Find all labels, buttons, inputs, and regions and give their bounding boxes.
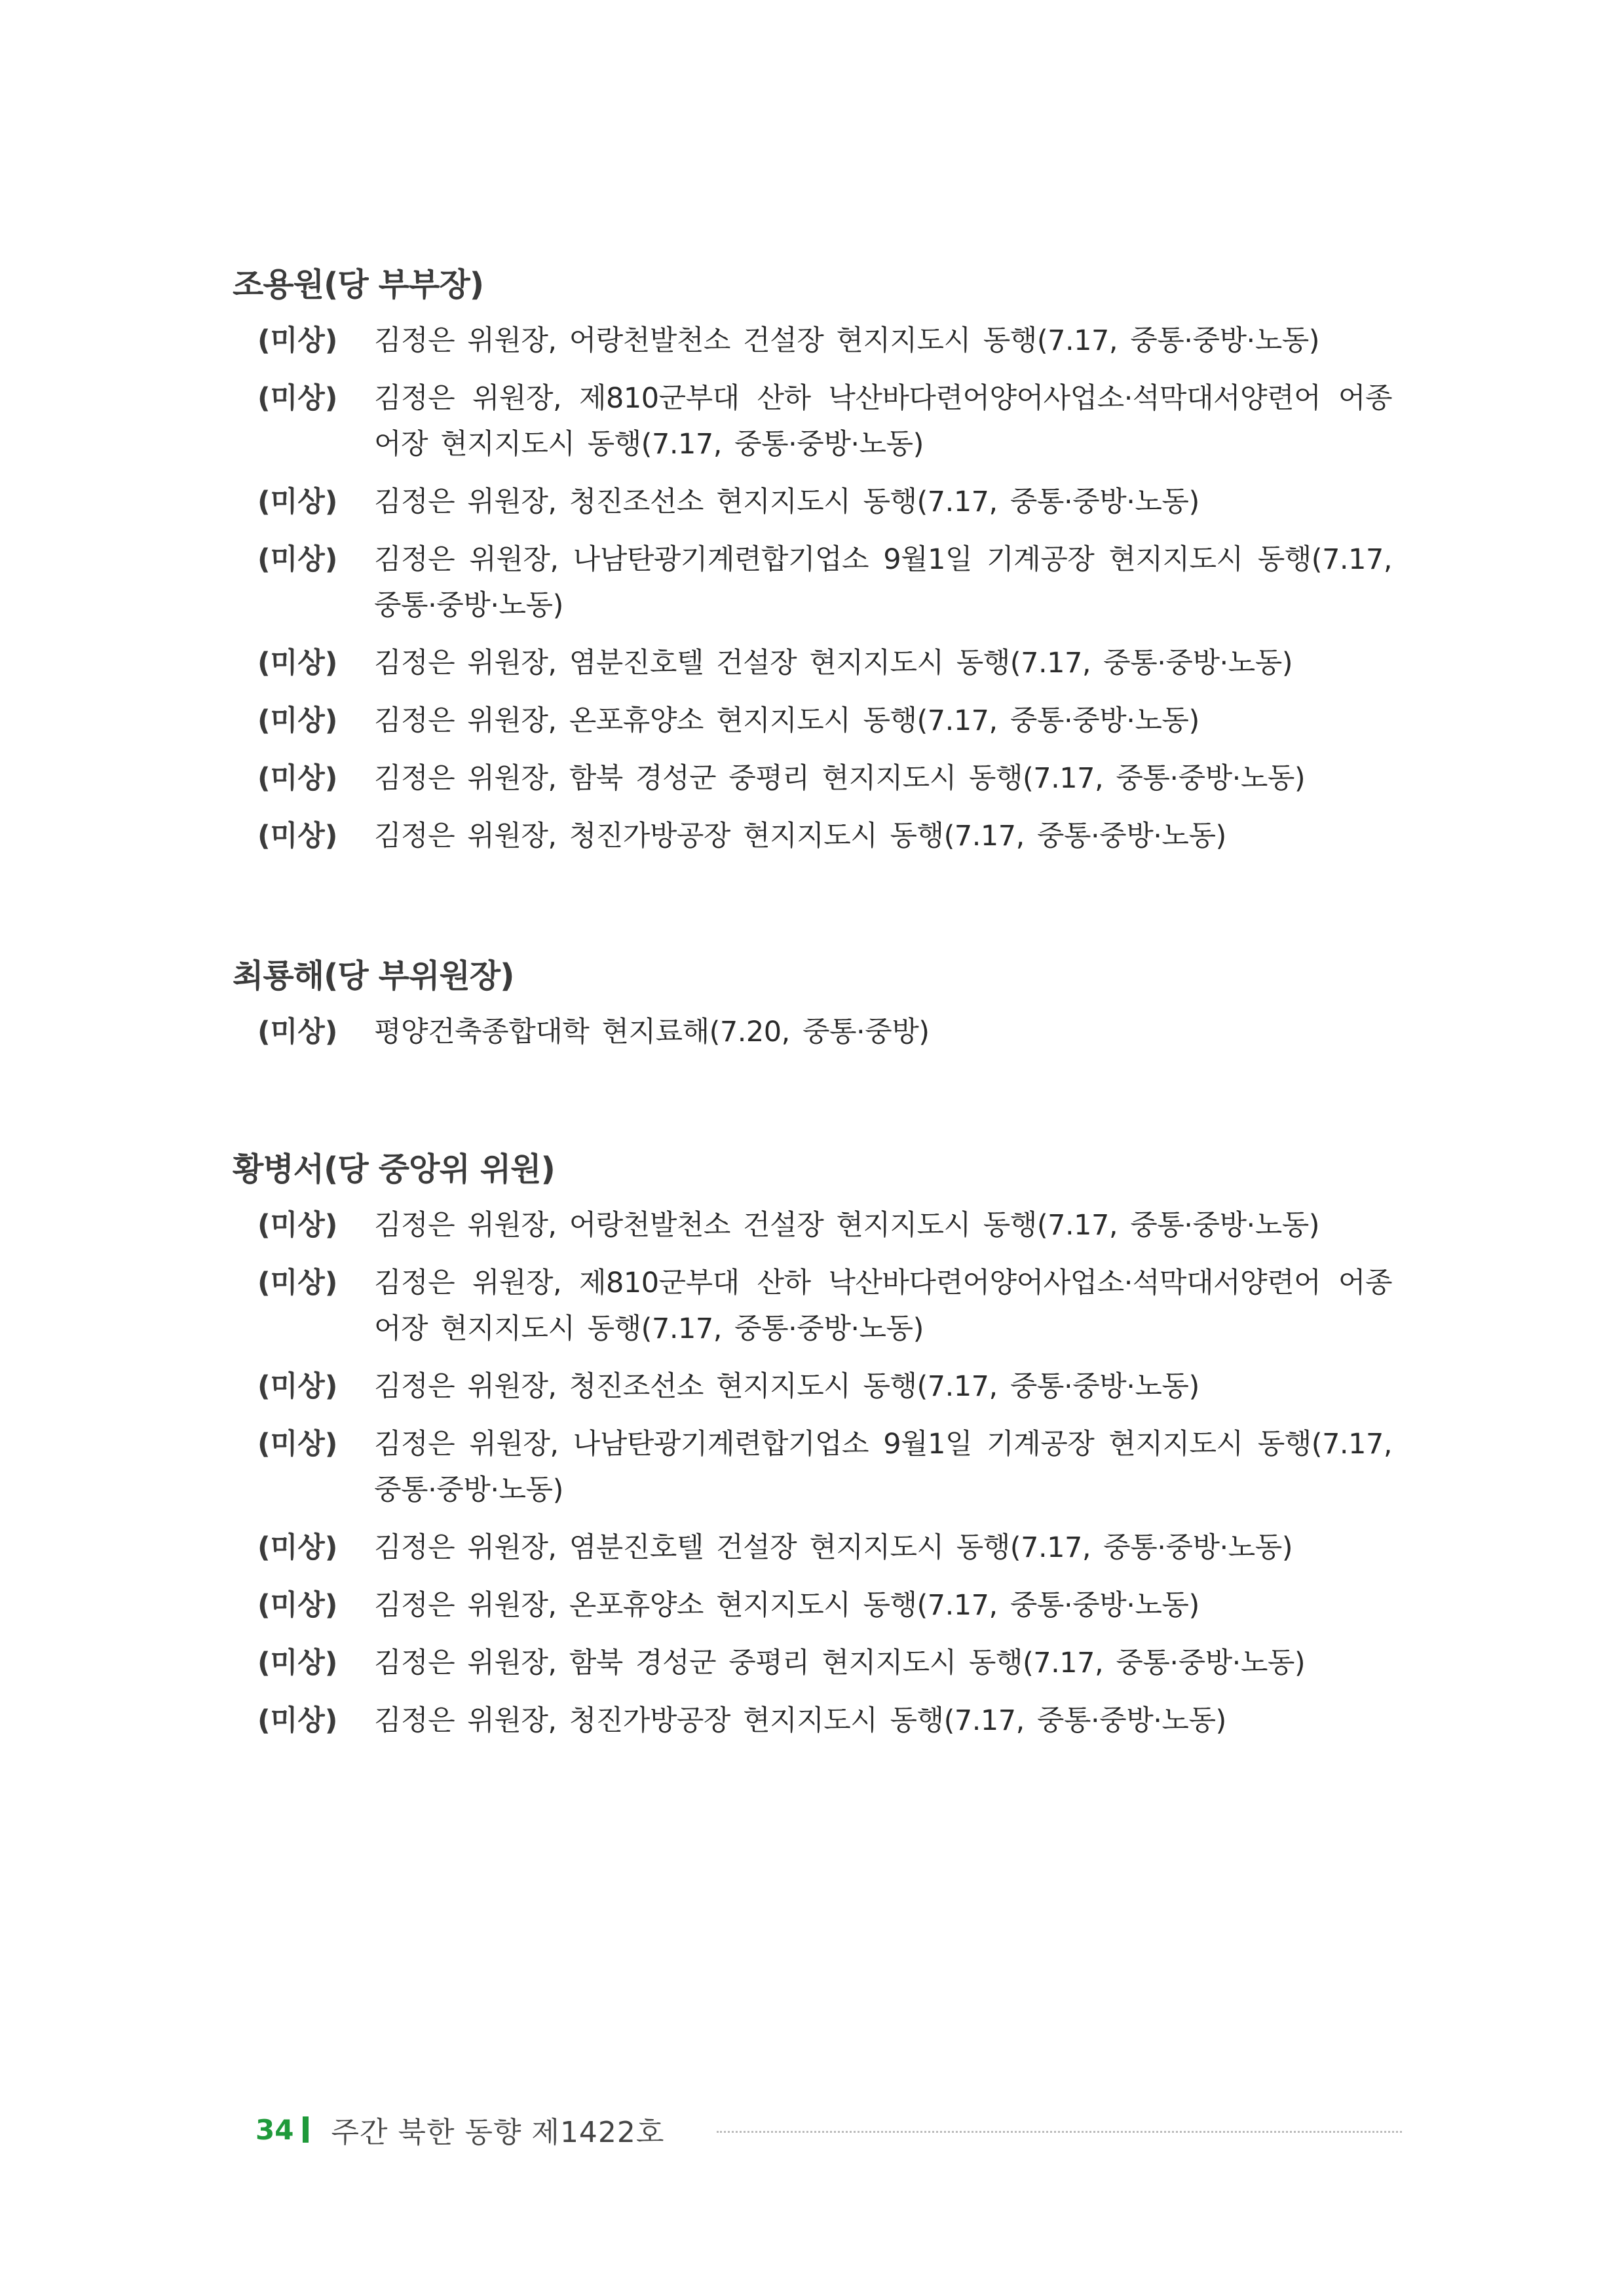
publication-title: 주간 북한 동향 제1422호	[331, 2116, 665, 2149]
entry-text: 김정은 위원장, 나남탄광기계련합기업소 9월1일 기계공장 현지지도시 동행(7.17, 중통·중방·노동)	[374, 543, 1392, 622]
entry-text: 김정은 위원장, 어랑천발천소 건설장 현지지도시 동행(7.17, 중통·중방·노동)	[374, 1209, 1320, 1242]
entry-tag: (미상)	[257, 1016, 338, 1048]
list-item	[233, 537, 1392, 628]
section-title: 최룡해(당 부위원장)	[233, 957, 514, 995]
entry-text: 김정은 위원장, 청진가방공장 현지지도시 동행(7.17, 중통·중방·노동)	[374, 820, 1226, 852]
entry-tag: (미상)	[257, 324, 338, 357]
entry-text: 김정은 위원장, 제810군부대 산하 낙산바다련어양어사업소·석막대서양련어 어종어장 현지지도시 동행(7.17, 중통·중방·노동)	[374, 382, 1392, 461]
entry-text: 김정은 위원장, 제810군부대 산하 낙산바다련어양어사업소·석막대서양련어 어종어장 현지지도시 동행(7.17, 중통·중방·노동)	[374, 1267, 1392, 1345]
entry-tag: (미상)	[257, 1589, 338, 1622]
entry-list	[233, 1009, 1392, 1055]
list-item	[233, 1640, 1392, 1686]
entry-text: 김정은 위원장, 함북 경성군 중평리 현지지도시 동행(7.17, 중통·중방·노동)	[374, 1647, 1306, 1679]
footer-dotted-rule	[717, 2131, 1402, 2133]
list-item	[233, 375, 1392, 467]
section-title: 조용원(당 부부장)	[233, 266, 484, 303]
entry-text: 김정은 위원장, 어랑천발천소 건설장 현지지도시 동행(7.17, 중통·중방·노동)	[374, 324, 1320, 357]
entry-text: 김정은 위원장, 청진가방공장 현지지도시 동행(7.17, 중통·중방·노동)	[374, 1704, 1226, 1737]
page-number: 34	[255, 2113, 294, 2146]
entry-tag: (미상)	[257, 1647, 338, 1679]
entry-tag: (미상)	[257, 382, 338, 415]
list-item	[233, 1525, 1392, 1571]
list-item	[233, 318, 1392, 364]
section-title: 황병서(당 중앙위 위원)	[233, 1151, 555, 1188]
entry-list	[233, 1202, 1392, 1744]
section-choe-ryong-hae	[233, 957, 1392, 1067]
entry-list	[233, 318, 1392, 859]
entry-tag: (미상)	[257, 647, 338, 679]
entry-text: 평양건축종합대학 현지료해(7.20, 중통·중방)	[374, 1016, 930, 1048]
entry-text: 김정은 위원장, 함북 경성군 중평리 현지지도시 동행(7.17, 중통·중방·노동)	[374, 762, 1306, 795]
entry-tag: (미상)	[257, 1267, 338, 1299]
list-item	[233, 1582, 1392, 1628]
entry-tag: (미상)	[257, 762, 338, 795]
entry-text: 김정은 위원장, 청진조선소 현지지도시 동행(7.17, 중통·중방·노동)	[374, 1370, 1199, 1403]
list-item	[233, 1260, 1392, 1352]
page-footer	[255, 2110, 1402, 2149]
list-item	[233, 1364, 1392, 1409]
section-hwang-byong-so	[233, 1150, 1392, 1755]
list-item	[233, 640, 1392, 686]
list-item	[233, 479, 1392, 525]
entry-tag: (미상)	[257, 1428, 338, 1461]
entry-text: 김정은 위원장, 염분진호텔 건설장 현지지도시 동행(7.17, 중통·중방·노동)	[374, 1531, 1293, 1564]
entry-tag: (미상)	[257, 820, 338, 852]
list-item	[233, 1698, 1392, 1744]
entry-tag: (미상)	[257, 1531, 338, 1564]
entry-text: 김정은 위원장, 청진조선소 현지지도시 동행(7.17, 중통·중방·노동)	[374, 486, 1199, 518]
entry-text: 김정은 위원장, 온포휴양소 현지지도시 동행(7.17, 중통·중방·노동)	[374, 1589, 1199, 1622]
entry-tag: (미상)	[257, 486, 338, 518]
entry-text: 김정은 위원장, 염분진호텔 건설장 현지지도시 동행(7.17, 중통·중방·노동)	[374, 647, 1293, 679]
entry-tag: (미상)	[257, 1370, 338, 1403]
footer-accent-bar	[303, 2116, 309, 2143]
list-item	[233, 1202, 1392, 1248]
entry-tag: (미상)	[257, 1704, 338, 1737]
list-item	[233, 813, 1392, 859]
entry-text: 김정은 위원장, 나남탄광기계련합기업소 9월1일 기계공장 현지지도시 동행(7.17, 중통·중방·노동)	[374, 1428, 1392, 1506]
list-item	[233, 1009, 1392, 1055]
section-jo-yong-won	[233, 265, 1392, 871]
entry-text: 김정은 위원장, 온포휴양소 현지지도시 동행(7.17, 중통·중방·노동)	[374, 704, 1199, 737]
list-item	[233, 1421, 1392, 1513]
entry-tag: (미상)	[257, 543, 338, 576]
entry-tag: (미상)	[257, 704, 338, 737]
list-item	[233, 698, 1392, 744]
entry-tag: (미상)	[257, 1209, 338, 1242]
list-item	[233, 756, 1392, 801]
